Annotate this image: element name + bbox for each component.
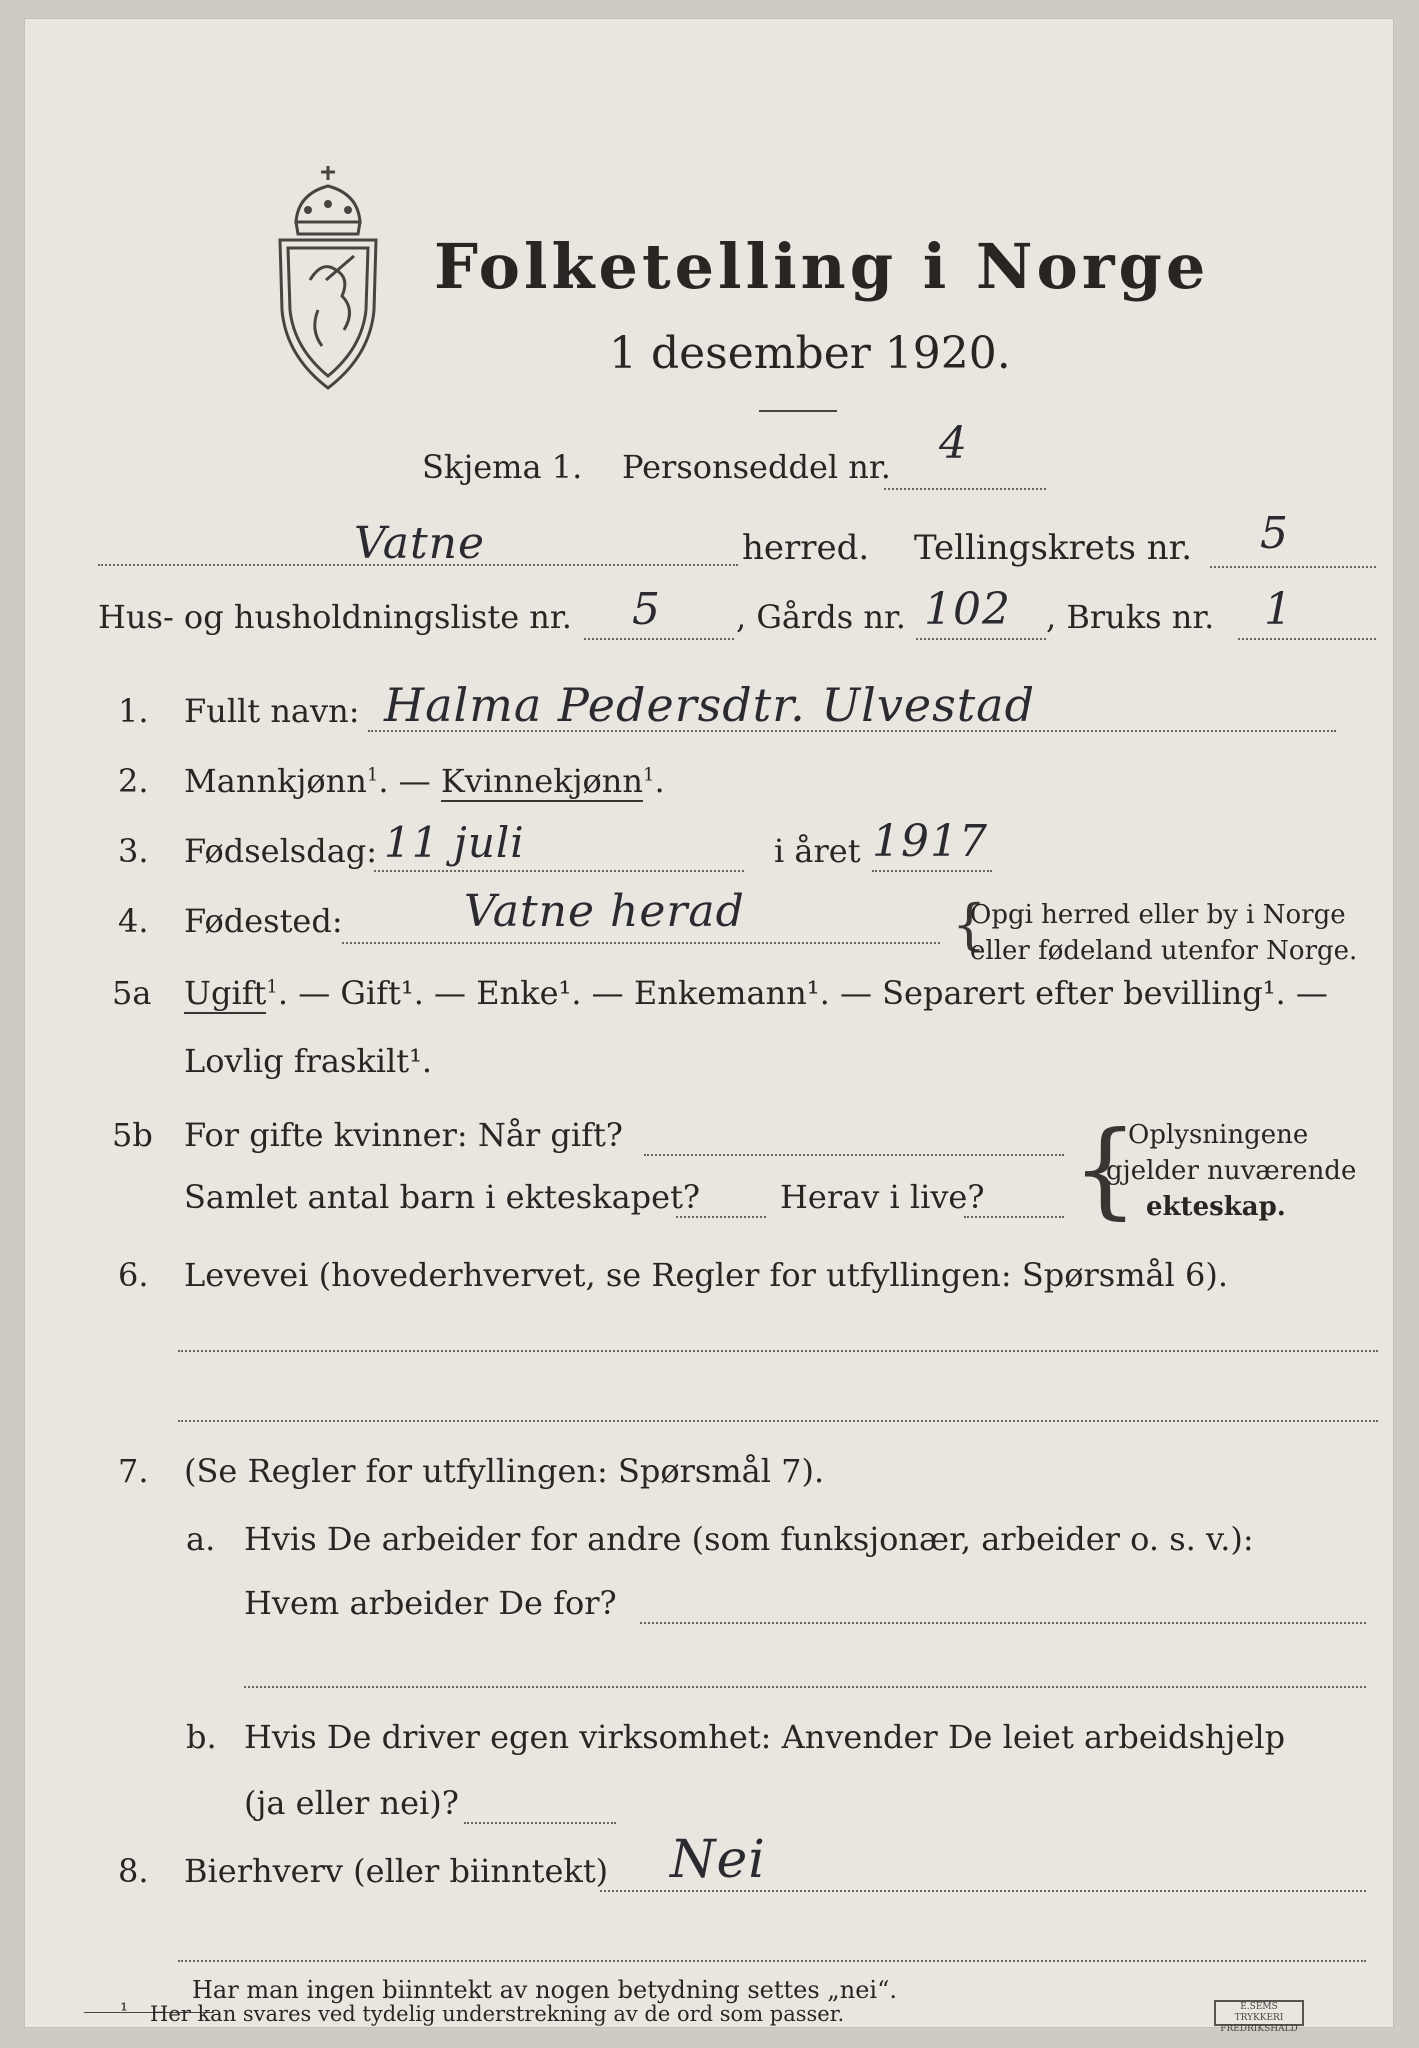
q4-note1: Opgi herred eller by i Norge — [970, 900, 1346, 930]
herred-label: herred. — [742, 528, 870, 568]
q5b-label1: For gifte kvinner: Når gift? — [184, 1116, 623, 1154]
q5a-line2: Lovlig fraskilt¹. — [184, 1042, 433, 1080]
q7b-label2: (ja eller nei)? — [244, 1784, 459, 1822]
q6-line1 — [178, 1350, 1378, 1352]
q2-end: . — [654, 762, 665, 800]
q5a-ugift-sup: 1 — [266, 976, 278, 998]
q2-kvinne-sup: 1 — [643, 764, 655, 786]
form-date: 1 desember 1920. — [609, 328, 1011, 379]
personseddel-label: Personseddel nr. — [622, 448, 891, 486]
printer-stamp — [1214, 2000, 1304, 2034]
q5b-line3 — [964, 1216, 1064, 1218]
q8-value: Nei — [670, 1830, 766, 1890]
q2-mann-sup: 1 — [366, 764, 379, 786]
footnote-number: ¹ — [120, 1998, 129, 2022]
q8-label: Bierhverv (eller biinntekt) — [184, 1852, 609, 1890]
gaards-label: , Gårds nr. — [736, 598, 906, 636]
gaards-line — [916, 638, 1046, 640]
q6-line2 — [178, 1420, 1378, 1422]
q5b-note2: gjelder nuværende — [1106, 1156, 1357, 1186]
q2-mann: Mannkjønn — [184, 762, 367, 800]
q7-label: (Se Regler for utfyllingen: Spørsmål 7). — [184, 1452, 825, 1490]
herred-value: Vatne — [354, 518, 486, 569]
coat-of-arms-icon — [266, 160, 390, 396]
q2-options — [184, 762, 665, 800]
q7a-label1: Hvis De arbeider for andre (som funksjonær, arbeider o. s. v.): — [244, 1520, 1254, 1558]
q7-number: 7. — [118, 1452, 149, 1490]
q3-day-line — [374, 870, 744, 872]
footnote-text: Her kan svares ved tydelig understrekning av de ord som passer. — [150, 2002, 845, 2026]
q3-number: 3. — [118, 832, 149, 870]
q7b-number: b. — [186, 1718, 217, 1756]
q3-day-value: 11 juli — [384, 818, 525, 867]
bruks-value: 1 — [1264, 584, 1293, 635]
tellingskrets-label: Tellingskrets nr. — [914, 528, 1193, 568]
q6-label: Levevei (hovederhvervet, se Regler for utfyllingen: Spørsmål 6). — [184, 1256, 1229, 1294]
q6-number: 6. — [118, 1256, 149, 1294]
q3-label: Fødselsdag: — [184, 832, 378, 870]
hus-value: 5 — [632, 584, 661, 635]
q4-note2: eller fødeland utenfor Norge. — [970, 936, 1358, 966]
tellingskrets-value: 5 — [1260, 508, 1289, 559]
bruks-line — [1238, 638, 1376, 640]
q5b-brace: { — [1072, 1108, 1139, 1230]
q5b-note1: Oplysningene — [1128, 1120, 1309, 1150]
q4-number: 4. — [118, 902, 149, 940]
q5a-options — [184, 974, 1328, 1012]
q5b-number: 5b — [112, 1116, 153, 1154]
q2-sep: . — — [378, 762, 431, 800]
q5b-note3: ekteskap. — [1146, 1192, 1286, 1222]
gaards-value: 102 — [924, 584, 1011, 635]
q5b-label2: Samlet antal barn i ekteskapet? — [184, 1178, 701, 1216]
hus-line — [584, 638, 734, 640]
q4-label: Fødested: — [184, 902, 343, 940]
q1-value: Halma Pedersdtr. Ulvestad — [384, 678, 1036, 732]
q8-number: 8. — [118, 1852, 149, 1890]
q7a-line1 — [640, 1622, 1366, 1624]
q5a-ugift: Ugift — [184, 974, 267, 1012]
q5b-line2 — [676, 1216, 766, 1218]
q7b-label1: Hvis De driver egen virksomhet: Anvender De leiet arbeidshjelp — [244, 1718, 1286, 1756]
personseddel-value: 4 — [939, 418, 968, 469]
q7a-number: a. — [186, 1520, 216, 1558]
q5a-number: 5a — [112, 974, 152, 1012]
hus-label: Hus- og husholdningsliste nr. — [98, 598, 572, 636]
form-title: Folketelling i Norge — [434, 230, 1210, 303]
printer-place: FREDRIKSHALD — [1220, 2024, 1298, 2034]
q3-year-line — [872, 870, 992, 872]
bruks-label: , Bruks nr. — [1046, 598, 1215, 636]
q8-line2 — [178, 1960, 1366, 1962]
personseddel-line — [884, 488, 1046, 490]
q8-line — [600, 1890, 1366, 1892]
census-form — [24, 18, 1394, 2034]
q4-value: Vatne herad — [464, 886, 745, 937]
q1-number: 1. — [118, 692, 149, 730]
q5b-label3: Herav i live? — [780, 1178, 985, 1216]
schema-label: Skjema 1. — [422, 448, 583, 486]
q3-year-value: 1917 — [872, 816, 988, 867]
q7a-label2: Hvem arbeider De for? — [244, 1584, 617, 1622]
q5a-rest: . — Gift¹. — Enke¹. — Enkemann¹. — Separert efter bevilling¹. — — [277, 974, 1328, 1012]
q3-year-label: i året — [774, 832, 861, 870]
q4-brace: { — [952, 893, 987, 956]
q4-line — [342, 942, 940, 944]
q5b-line1 — [644, 1154, 1064, 1156]
q7b-line — [464, 1822, 616, 1824]
printer-name: E.SEMS TRYKKERI — [1234, 2002, 1284, 2023]
footer-note: Har man ingen biinntekt av nogen betydning settes „nei“. — [192, 1976, 897, 2004]
q2-kvinne: Kvinnekjønn — [440, 762, 643, 800]
title-divider — [759, 410, 837, 412]
q7a-line2 — [244, 1686, 1366, 1688]
q1-label: Fullt navn: — [184, 692, 360, 730]
tellingskrets-line — [1210, 566, 1376, 568]
q2-number: 2. — [118, 762, 149, 800]
